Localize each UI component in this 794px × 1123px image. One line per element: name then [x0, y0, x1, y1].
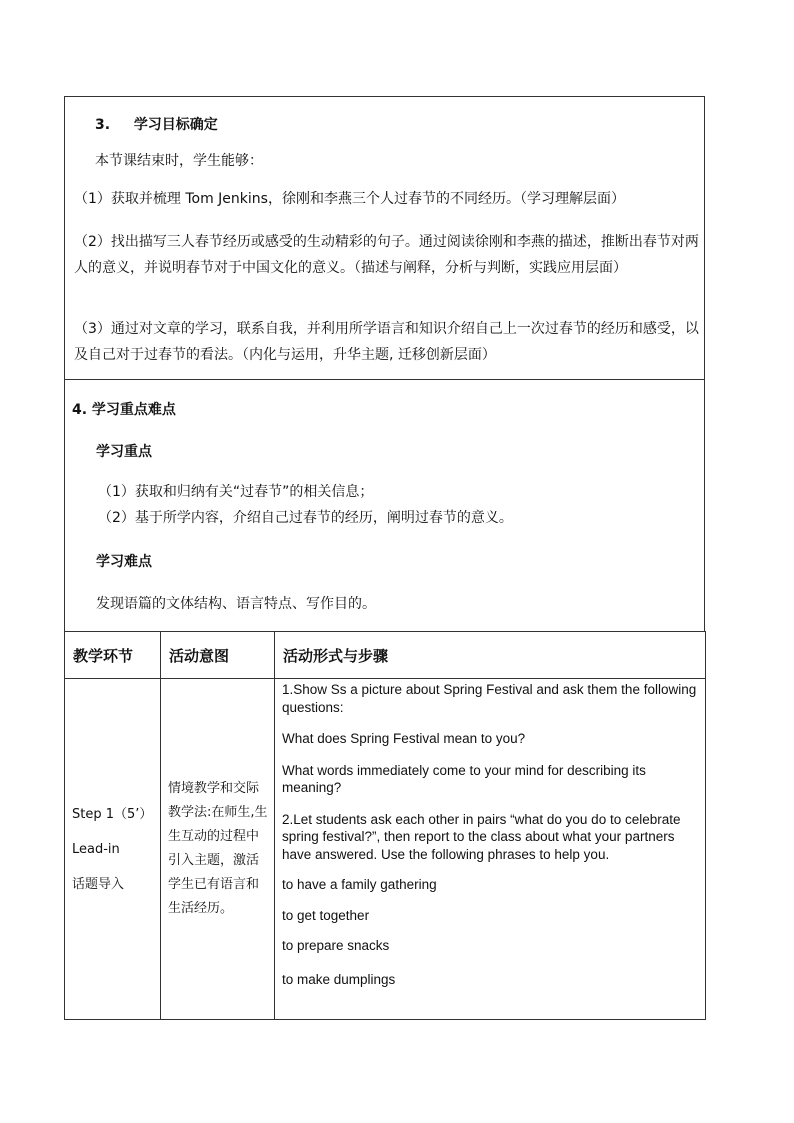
- objective-1: （1）获取并梳理 Tom Jenkins，徐刚和李燕三个人过春节的不同经历。（学习理解层面）: [74, 191, 625, 207]
- phrase-2: to get together: [282, 907, 370, 923]
- step-english-name: Lead-in: [72, 841, 120, 857]
- key-point-1: （1）获取和归纳有关“过春节”的相关信息；: [98, 484, 374, 500]
- phrase-4: to make dumplings: [282, 971, 396, 987]
- header-activity-intent: 活动意图: [161, 632, 275, 679]
- header-activity-steps: 活动形式与步骤: [275, 632, 706, 679]
- section3-heading: [95, 115, 218, 135]
- section-key-points: [64, 379, 705, 631]
- step-cell: [65, 679, 161, 1020]
- section-learning-objectives: [64, 96, 705, 379]
- activity-item-1: 1.Show Ss a picture about Spring Festival and ask them the following questions:: [282, 682, 697, 715]
- activity-item-2: 2.Let students ask each other in pairs “what do you do to celebrate spring festival?”, then report to the class about what your partners have answered. Use the following phrases to help you.: [282, 811, 681, 862]
- phrase-3: to prepare snacks: [282, 938, 390, 953]
- table-row: [65, 679, 706, 1020]
- section3-number: 3.: [95, 117, 111, 133]
- question-2: What words immediately come to your mind for describing its meaning?: [282, 762, 646, 795]
- phrase-1: to have a family gathering: [282, 877, 437, 892]
- question-1: What does Spring Festival mean to you?: [282, 731, 526, 746]
- teaching-steps-table: [64, 631, 706, 1020]
- document: [64, 96, 705, 1020]
- step-label: Step 1（5’）: [72, 806, 153, 822]
- objective-3: （3）通过对文章的学习，联系自我，并利用所学语言和知识介绍自己上一次过春节的经历和感受，以及自己对于过春节的看法。（内化与运用，升华主题, 迁移创新层面）: [74, 321, 699, 363]
- difficulty-heading: 学习难点: [96, 554, 152, 570]
- objective-2: （2）找出描写三人春节经历或感受的生动精彩的句子。通过阅读徐刚和李燕的描述，推断出春节对两人的意义，并说明春节对于中国文化的意义。（描述与阐释，分析与判断，实践应用层面）: [74, 234, 699, 276]
- difficulty-text: 发现语篇的文体结构、语言特点、写作目的。: [96, 596, 376, 612]
- header-teaching-stage: 教学环节: [65, 632, 161, 679]
- section3-title: 学习目标确定: [133, 117, 218, 133]
- step-chinese-name: 话题导入: [72, 876, 125, 892]
- section4-heading: 4. 学习重点难点: [72, 402, 176, 418]
- section3-intro: 本节课结束时，学生能够：: [95, 153, 263, 169]
- key-points-heading: 学习重点: [96, 444, 152, 460]
- activities-cell: [275, 679, 706, 1020]
- intent-cell: 情境教学和交际教学法:在师生,生生互动的过程中引入主题，激活学生已有语言和生活经历。: [161, 679, 275, 1020]
- key-point-2: （2）基于所学内容，介绍自己过春节的经历，阐明过春节的意义。: [98, 510, 513, 526]
- table-header-row: [65, 632, 706, 679]
